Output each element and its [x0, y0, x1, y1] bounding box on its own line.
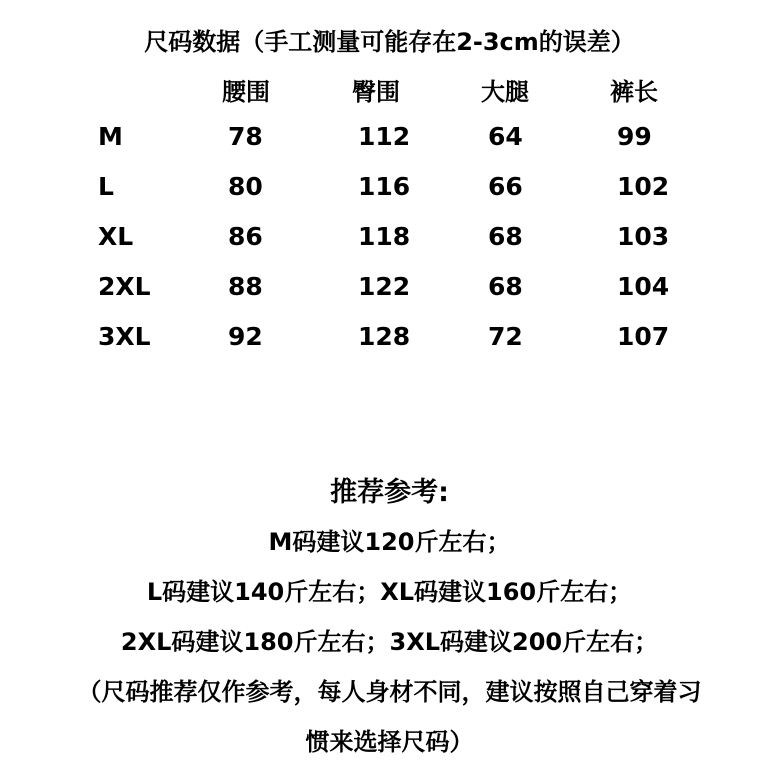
cell-waist: 80: [228, 172, 263, 201]
header-length: 裤长: [610, 78, 658, 106]
cell-length: 102: [617, 172, 670, 201]
size-label: 2XL: [98, 272, 151, 301]
size-chart-title: 尺码数据（手工测量可能存在2-3cm的误差）: [144, 28, 635, 56]
header-hip: 臀围: [352, 78, 400, 106]
recommend-line: L码建议140斤左右；XL码建议160斤左右；: [146, 578, 633, 606]
cell-hip: 122: [358, 272, 411, 301]
size-label: 3XL: [98, 322, 151, 351]
cell-waist: 78: [228, 122, 263, 151]
cell-hip: 112: [358, 122, 411, 151]
recommend-note: （尺码推荐仅作参考，每人身材不同，建议按照自己穿着习: [77, 678, 702, 706]
cell-waist: 88: [228, 272, 263, 301]
cell-thigh: 68: [488, 272, 523, 301]
cell-thigh: 66: [488, 172, 523, 201]
cell-length: 103: [617, 222, 670, 251]
recommend-note: 惯来选择尺码）: [305, 728, 474, 756]
recommend-title: 推荐参考:: [330, 477, 449, 508]
size-label: M: [98, 122, 123, 151]
cell-waist: 86: [228, 222, 263, 251]
size-label: XL: [98, 222, 134, 251]
cell-hip: 116: [358, 172, 411, 201]
recommend-line: 2XL码建议180斤左右；3XL码建议200斤左右；: [120, 628, 659, 656]
size-label: L: [98, 172, 114, 201]
header-waist: 腰围: [222, 78, 270, 106]
cell-thigh: 72: [488, 322, 523, 351]
recommend-line: M码建议120斤左右；: [268, 528, 511, 556]
cell-length: 104: [617, 272, 670, 301]
cell-hip: 118: [358, 222, 411, 251]
cell-thigh: 68: [488, 222, 523, 251]
header-thigh: 大腿: [481, 78, 529, 106]
cell-length: 107: [617, 322, 670, 351]
cell-hip: 128: [358, 322, 411, 351]
cell-waist: 92: [228, 322, 263, 351]
cell-thigh: 64: [488, 122, 523, 151]
cell-length: 99: [617, 122, 652, 151]
